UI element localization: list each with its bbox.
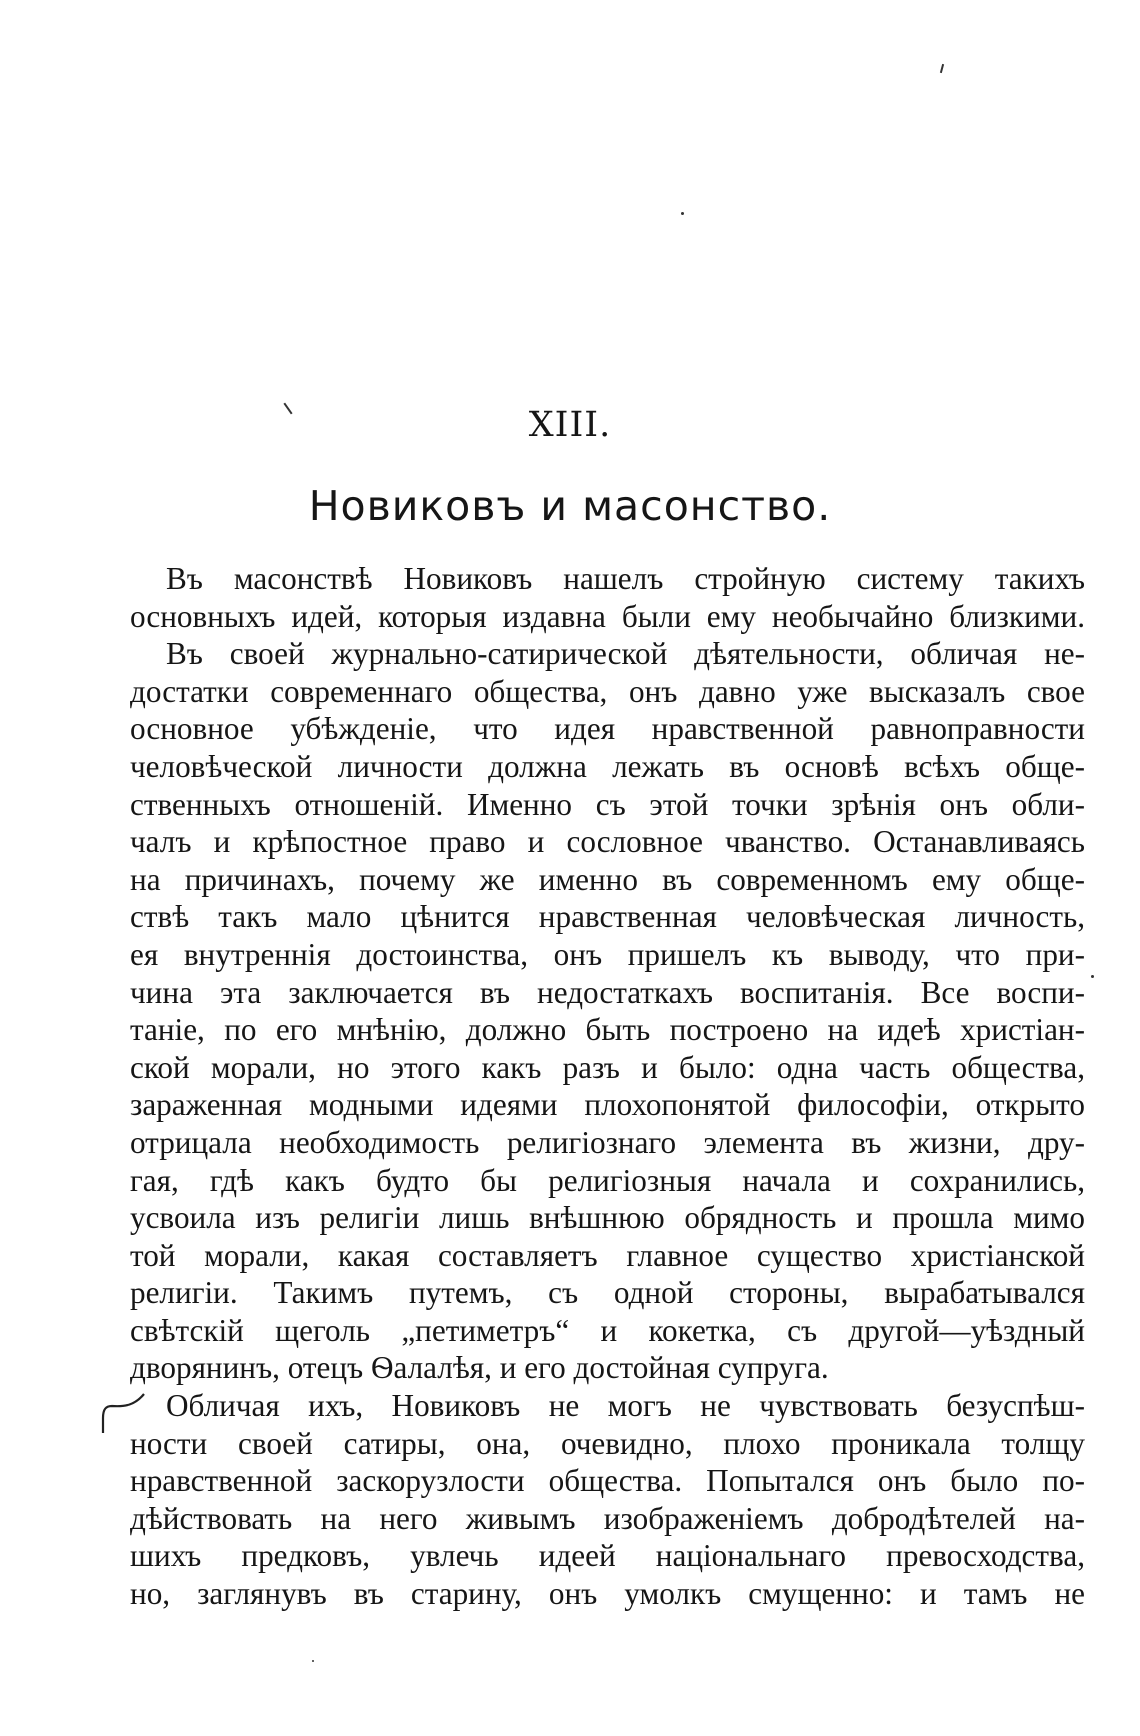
text-line: таніе, по его мнѣнію, должно быть построено на идеѣ христіан- xyxy=(130,1012,1085,1048)
text-line: отрицала необходимость религіознаго элемента въ жизни, дру- xyxy=(130,1124,1085,1160)
text-line: основное убѣжденіе, что идея нравственной равноправности xyxy=(130,711,1085,747)
text-line: Обличая ихъ, Новиковъ не могъ не чувствовать безуспѣш- xyxy=(166,1388,1085,1424)
text-line: ствѣ такъ мало цѣнится нравственная человѣческая личность, xyxy=(130,899,1085,935)
text-line: на причинахъ, почему же именно въ современномъ ему обще- xyxy=(130,861,1085,897)
text-line: свѣтскій щеголь „петиметръ“ и кокетка, съ другой—уѣздный xyxy=(130,1312,1085,1348)
chapter-body xyxy=(130,560,1085,1613)
text-line: достатки современнаго общества, онъ давно уже высказалъ свое xyxy=(130,673,1085,709)
text-line: чина эта заключается въ недостаткахъ воспитанія. Все воспи- xyxy=(130,974,1085,1010)
text-line: но, заглянувъ въ старину, онъ умолкъ смущенно: и тамъ не xyxy=(130,1576,1085,1612)
chapter-title: Новиковъ и масонство. xyxy=(308,482,832,530)
text-line: ственныхъ отношеній. Именно съ этой точки зрѣнія онъ обли- xyxy=(130,786,1085,822)
text-line: религіи. Такимъ путемъ, съ одной стороны, вырабатывался xyxy=(130,1275,1085,1311)
text-line: человѣческой личности должна лежать въ основѣ всѣхъ обще- xyxy=(130,748,1085,784)
text-line: дѣйствовать на него живымъ изображеніемъ добродѣтелей на- xyxy=(130,1500,1085,1536)
text-line: нравственной заскорузлости общества. Попытался онъ было по- xyxy=(130,1463,1085,1499)
text-line: гая, гдѣ какъ будто бы религіозныя начала и сохранились, xyxy=(130,1162,1085,1198)
chapter-number: XIII. xyxy=(528,405,612,445)
text-line: зараженная модными идеями плохопонятой философіи, открыто xyxy=(130,1087,1085,1123)
text-line: ея внутреннія достоинства, онъ пришелъ къ выводу, что при- xyxy=(130,936,1085,972)
text-line: дворянинъ, отецъ Ѳалалѣя, и его достойная супруга. xyxy=(130,1350,829,1386)
text-line: основныхъ идей, которыя издавна были ему необычайно близкими. xyxy=(130,598,1085,634)
margin-bracket-mark xyxy=(99,1391,145,1435)
text-line: Въ масонствѣ Новиковъ нашелъ стройную систему такихъ xyxy=(166,561,1085,596)
text-line: чалъ и крѣпостное право и сословное чванство. Останавливаясь xyxy=(130,824,1085,860)
text-line: ской морали, но этого какъ разъ и было: одна часть общества, xyxy=(130,1049,1085,1085)
text-line: ности своей сатиры, она, очевидно, плохо проникала толщу xyxy=(130,1425,1085,1461)
text-line: усвоила изъ религіи лишь внѣшнюю обрядность и прошла мимо xyxy=(130,1200,1085,1236)
scan-speck xyxy=(1091,975,1094,978)
text-line: шихъ предковъ, увлечь идеей національнаго превосходства, xyxy=(130,1538,1085,1574)
scan-speck xyxy=(681,212,684,215)
text-line: той морали, какая составляетъ главное существо христіанской xyxy=(130,1237,1085,1273)
text-line: Въ своей журнально-сатирической дѣятельности, обличая не- xyxy=(166,636,1085,672)
scan-speck xyxy=(312,1660,314,1662)
scan-speck xyxy=(940,64,944,73)
